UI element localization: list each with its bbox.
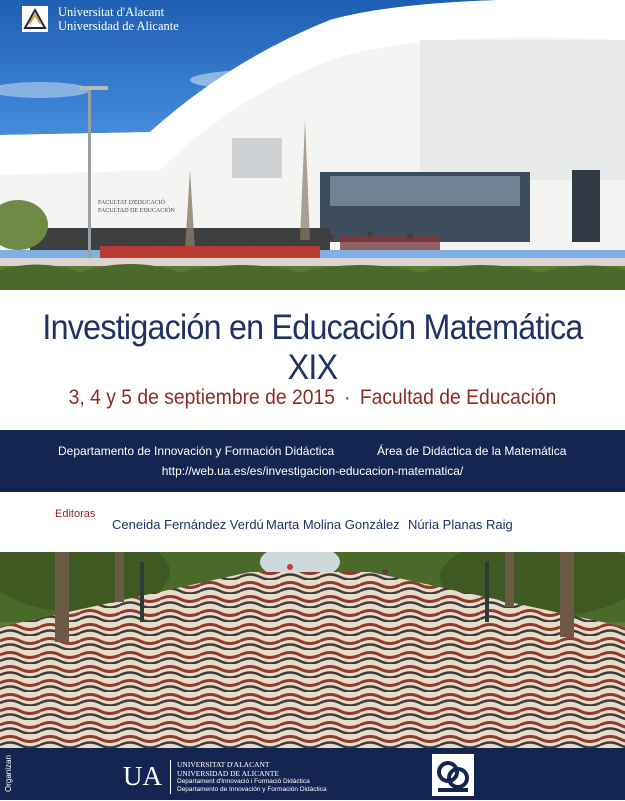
- organizers-banner: [0, 430, 625, 492]
- footer-university-block: [177, 761, 327, 793]
- event-url-link[interactable]: http://web.ua.es/es/investigacion-educacion-matematica/: [161, 464, 464, 478]
- event-venue: Facultad de Educación: [359, 386, 557, 409]
- university-name-valencian: Universitat d'Alacant: [58, 5, 165, 19]
- event-info: [25, 386, 600, 410]
- footer-band: [0, 748, 625, 800]
- promenade-photo: [0, 552, 625, 748]
- ua-logo-text: UA: [123, 761, 162, 791]
- promenade-illustration: [0, 552, 625, 748]
- footer-divider: [170, 760, 171, 794]
- department-name: Departamento de Innovación y Formación Didáctica: [58, 444, 335, 458]
- department-logo-icon: [432, 754, 474, 796]
- building-sign-line1: FACULTAT D'EDUCACIÓ: [98, 200, 165, 206]
- page-title: Investigación en Educación Matemática XIX: [42, 308, 583, 387]
- ua-emblem-icon: [22, 6, 48, 32]
- building-illustration: [0, 0, 625, 290]
- footer-university-valencian: UNIVERSITAT D'ALACANT: [177, 760, 270, 769]
- event-separator: ·: [344, 386, 351, 409]
- area-name: Área de Didáctica de la Matemática: [377, 444, 567, 458]
- university-name-spanish: Universidad de Alicante: [58, 19, 179, 33]
- organizers-label: Organizan: [4, 755, 13, 792]
- hero-photo-building: [0, 0, 625, 290]
- editor-name: Núria Planas Raig: [408, 517, 513, 532]
- event-dates: 3, 4 y 5 de septiembre de 2015: [68, 386, 335, 409]
- footer-university-spanish: UNIVERSIDAD DE ALICANTE: [177, 768, 280, 778]
- editor-name: Marta Molina González: [266, 517, 400, 532]
- footer-department-spanish: Departamento de Innovación y Formación Didáctica: [177, 785, 327, 793]
- footer-department-valencian: Departament d'Innovació i Formació Didàctica: [177, 778, 310, 785]
- building-sign-line2: FACULTAD DE EDUCACIÓN: [98, 208, 175, 214]
- editors-label: Editoras: [55, 508, 96, 520]
- editor-name: Ceneida Fernández Verdú: [112, 517, 264, 532]
- university-logo: [22, 5, 179, 33]
